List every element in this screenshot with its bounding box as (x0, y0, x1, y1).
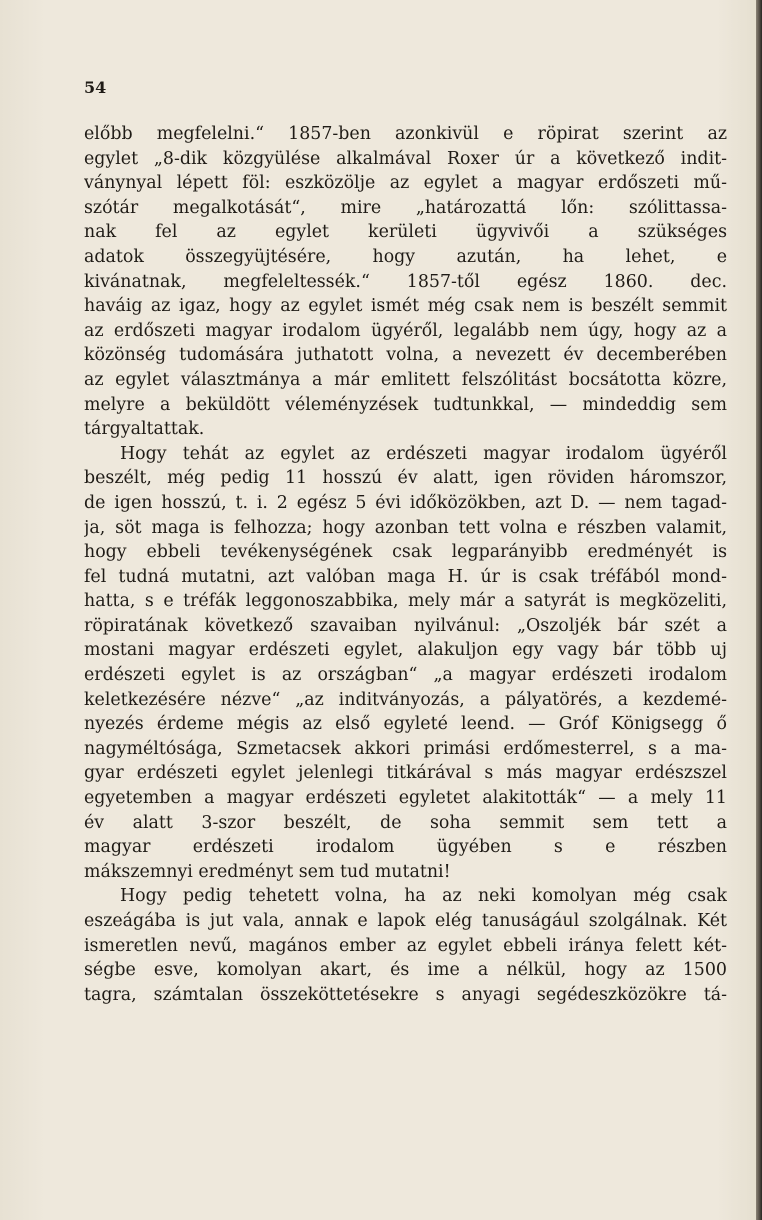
text-line: melyre a beküldött véleményzések tudtunkkal, — mindeddig sem (84, 394, 727, 415)
text-line: magyar erdészeti irodalom ügyében s e részben (84, 837, 727, 858)
text-line: mákszemnyi eredményt sem tud mutatni! (84, 861, 451, 882)
text-line: tagra, számtalan összeköttetésekre s anyagi segédeszközökre tá- (84, 984, 727, 1005)
text-line: keletkezésére nézve“ „az inditványozás, a pályatörés, a kezdemé- (84, 689, 727, 710)
text-line: nak fel az egylet kerületi ügyvivői a szükséges (84, 222, 727, 243)
text-line: hatta, s e tréfák leggonoszabbika, mely már a satyrát is megközeliti, (84, 591, 727, 612)
text-line: egyetemben a magyar erdészeti egyletet alakitották“ — a mely 11 (84, 788, 727, 809)
text-line: előbb megfelelni.“ 1857-ben azonkivül e röpirat szerint az (84, 124, 727, 144)
text-line: ismeretlen nevű, magános ember az egylet ebbeli iránya felett két- (84, 935, 727, 956)
text-line: közönség tudomására juthatott volna, a nevezett év decemberében (84, 345, 727, 366)
text-line: tárgyaltattak. (84, 419, 205, 440)
text-line: gyar erdészeti egylet jelenlegi titkárával s más magyar erdészszel (84, 763, 727, 784)
text-line: adatok összegyüjtésére, hogy azután, ha lehet, e (84, 246, 727, 267)
text-line: nyezés érdeme mégis az első egyleté leend. — Gróf Königsegg ő (84, 714, 727, 735)
text-line: Hogy tehát az egylet az erdészeti magyar irodalom ügyéről (120, 443, 727, 464)
text-line: szótár megalkotását“, mire „határozattá lőn: szólittassa- (84, 197, 727, 218)
text-line: ja, söt maga is felhozza; hogy azonban tett volna e részben valamit, (84, 517, 727, 538)
body-text (84, 122, 727, 1007)
text-line: kivánatnak, megfeleltessék.“ 1857-től egész 1860. dec. (84, 271, 727, 292)
text-line: hogy ebbeli tevékenységének csak legparányibb eredményét is (84, 542, 727, 563)
text-line: az egylet választmánya a már emlitett felszólitást bocsátotta közre, (84, 369, 727, 390)
text-line: haváig az igaz, hogy az egylet ismét még csak nem is beszélt semmit (84, 296, 727, 317)
text-line: egylet „8-dik közgyülése alkalmával Roxer úr a következő indit- (84, 148, 727, 169)
page-number: 54 (84, 78, 107, 97)
text-line: röpiratának következő szavaiban nyilvánul: „Oszoljék bár szét a (84, 615, 727, 636)
text-line: eszeágába is jut vala, annak e lapok elég tanuságául szolgálnak. Két (84, 911, 727, 931)
text-line: ványnyal lépett föl: eszközölje az egylet a magyar erdőszeti mű- (84, 173, 727, 194)
text-line: mostani magyar erdészeti egylet, alakuljon egy vagy bár több uj (84, 640, 727, 661)
text-line: erdészeti egylet is az országban“ „a magyar erdészeti irodalom (84, 665, 727, 686)
text-line: beszélt, még pedig 11 hosszú év alatt, igen röviden háromszor, (84, 468, 727, 489)
text-line: az erdőszeti magyar irodalom ügyéről, legalább nem úgy, hogy az a (84, 320, 727, 341)
text-line: de igen hosszú, t. i. 2 egész 5 évi időközökben, azt D. — nem tagad- (84, 492, 727, 513)
text-line: ségbe esve, komolyan akart, és ime a nélkül, hogy az 1500 (84, 960, 727, 981)
text-line: Hogy pedig tehetett volna, ha az neki komolyan még csak (120, 886, 727, 907)
page-edge (756, 0, 762, 1220)
text-line: év alatt 3-szor beszélt, de soha semmit sem tett a (84, 812, 727, 833)
text-line: fel tudná mutatni, azt valóban maga H. úr is csak tréfából mond- (84, 566, 727, 587)
text-line: nagyméltósága, Szmetacsek akkori primási erdőmesterrel, s a ma- (84, 738, 727, 759)
